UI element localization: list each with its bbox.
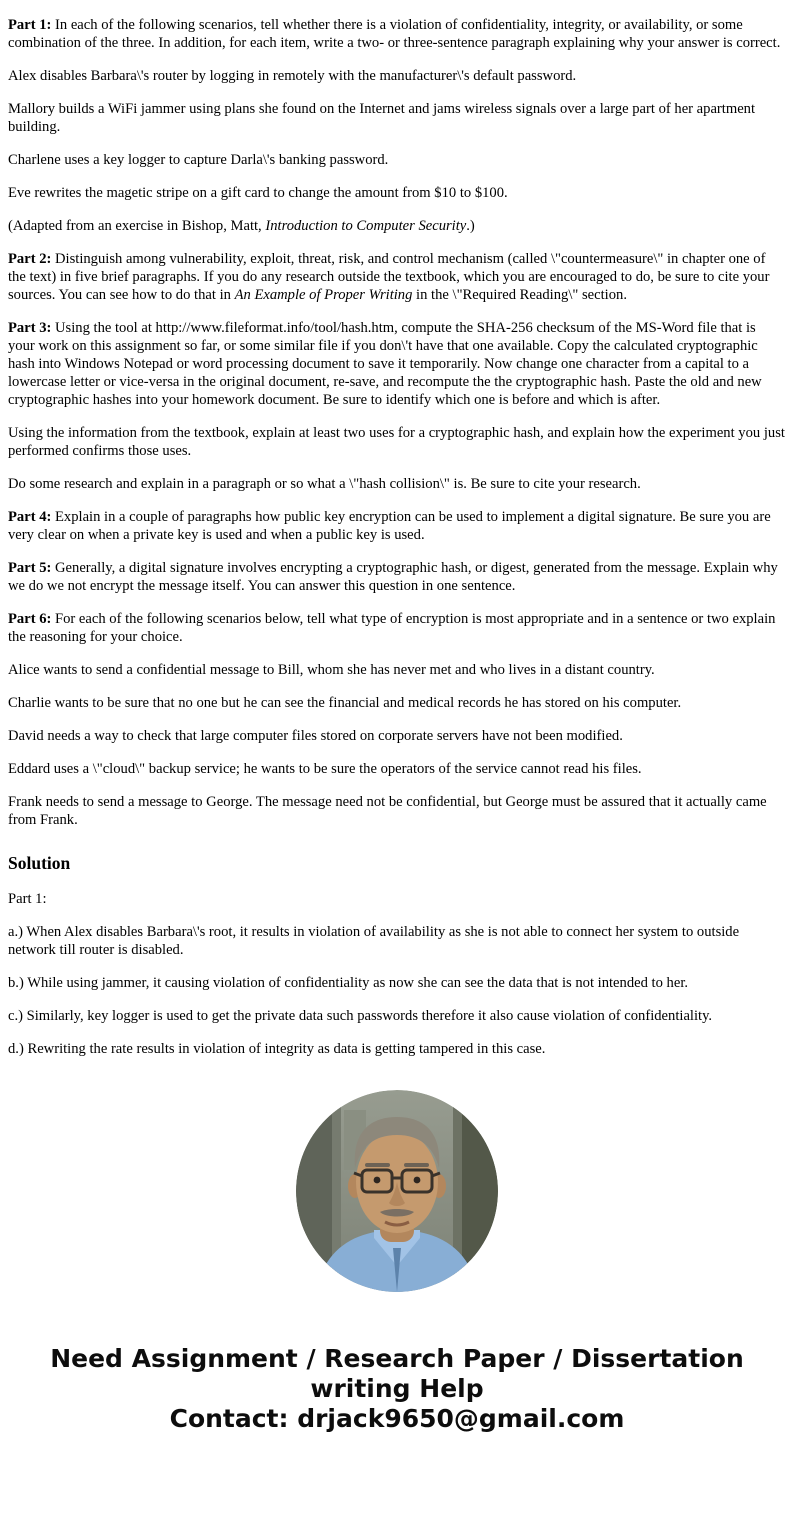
citation-post: .) xyxy=(466,218,475,234)
part2-prompt xyxy=(8,250,786,304)
part2-label: Part 2: xyxy=(8,251,52,267)
scenario-eddard: Eddard uses a \"cloud\" backup service; he wants to be sure the operators of the service cannot read his files. xyxy=(8,761,642,777)
scenario-alice: Alice wants to send a confidential message to Bill, whom she has never met and who lives in a distant country. xyxy=(8,662,655,678)
part5-prompt xyxy=(8,559,786,595)
footer-contact-email: Contact: drjack9650@gmail.com xyxy=(169,1404,625,1433)
solution-answer-d: d.) Rewriting the rate results in violation of integrity as data is getting tampered in this case. xyxy=(8,1041,546,1057)
citation-book-title: Introduction to Computer Security xyxy=(265,218,467,234)
footer-line-1: Need Assignment / Research Paper / Dissertation xyxy=(50,1344,744,1373)
solution-heading: Solution xyxy=(8,853,71,873)
part4-label: Part 4: xyxy=(8,509,52,525)
part5-label: Part 5: xyxy=(8,560,52,576)
citation-note xyxy=(8,217,786,235)
part3-prompt xyxy=(8,319,786,409)
footer-line-2: writing Help xyxy=(310,1374,484,1403)
citation-pre: (Adapted from an exercise in Bishop, Matt, xyxy=(8,218,266,234)
part1-label: Part 1: xyxy=(8,17,52,33)
part1-prompt xyxy=(8,16,786,52)
part3-followup-collision: Do some research and explain in a paragraph or so what a \"hash collision\" is. Be sure to cite your research. xyxy=(8,476,641,492)
scenario-mallory: Mallory builds a WiFi jammer using plans she found on the Internet and jams wireless signals over a large part of her apartment building. xyxy=(8,101,756,135)
scenario-frank: Frank needs to send a message to George. The message need not be confidential, but George must be assured that it actually came from Frank. xyxy=(8,794,767,828)
portrait-photo-svg xyxy=(296,1090,498,1292)
footer-ad xyxy=(0,1344,794,1464)
part4-text: Explain in a couple of paragraphs how public key encryption can be used to implement a digital signature. Be sure you are very clear on when a private key is used and when a public key is used. xyxy=(8,509,771,543)
author-photo-section xyxy=(0,1090,794,1292)
scenario-eve: Eve rewrites the magetic stripe on a gift card to change the amount from $10 to $100. xyxy=(8,185,508,201)
author-photo xyxy=(296,1090,498,1292)
scenario-charlene: Charlene uses a key logger to capture Darla\'s banking password. xyxy=(8,152,389,168)
scenario-charlie: Charlie wants to be sure that no one but he can see the financial and medical records he has stored on his computer. xyxy=(8,695,682,711)
part3-label: Part 3: xyxy=(8,320,52,336)
part5-text: Generally, a digital signature involves encrypting a cryptographic hash, or digest, generated from the message. Explain why we do we not encrypt the message itself. You can answer this question in one sentence. xyxy=(8,560,778,594)
solution-answer-a: a.) When Alex disables Barbara\'s root, it results in violation of availability as she is not able to connect her system to outside network till router is disabled. xyxy=(8,924,740,958)
part4-prompt xyxy=(8,508,786,544)
part2-italic-title: An Example of Proper Writing xyxy=(234,287,413,303)
part6-prompt xyxy=(8,610,786,646)
part6-text: For each of the following scenarios below, tell what type of encryption is most appropriate and in a sentence or two explain the reasoning for your choice. xyxy=(8,611,776,645)
solution-answer-b: b.) While using jammer, it causing violation of confidentiality as now she can see the data that is not intended to her. xyxy=(8,975,689,991)
part2-text-b: in the \"Required Reading\" section. xyxy=(412,287,627,303)
part3-followup-uses: Using the information from the textbook, explain at least two uses for a cryptographic hash, and explain how the experiment you just performed confirms those uses. xyxy=(8,425,785,459)
solution-answer-c: c.) Similarly, key logger is used to get the private data such passwords therefore it also cause violation of confidentiality. xyxy=(8,1008,713,1024)
part6-label: Part 6: xyxy=(8,611,52,627)
part3-text: Using the tool at http://www.fileformat.info/tool/hash.htm, compute the SHA-256 checksum of the MS-Word file that is your work on this assignment so far, or some similar file if you don\'t have that one available. Copy the calculated cryptographic hash into Windows Notepad or word processing document to save it temporarily. Now change one character from a capital to a lowercase letter or vice-versa in the original document, re-save, and recompute the the cryptographic hash. Paste the old and new cryptographic hashes into your homework document. Be sure to identify which one is before and which is after. xyxy=(8,320,762,408)
part2-text-a: Distinguish among vulnerability, exploit, threat, risk, and control mechanism (called \"countermeasure\" in chapter one of the text) in five brief paragraphs. If you do any research outside the textbook, which you are encouraged to do, be sure to cite your sources. You can see how to do that in xyxy=(8,251,770,303)
scenario-david: David needs a way to check that large computer files stored on corporate servers have not been modified. xyxy=(8,728,623,744)
scenario-alex: Alex disables Barbara\'s router by logging in remotely with the manufacturer\'s default password. xyxy=(8,68,577,84)
solution-part1-label: Part 1: xyxy=(8,891,47,907)
part1-text: In each of the following scenarios, tell whether there is a violation of confidentiality, integrity, or availability, or some combination of the three. In addition, for each item, write a two- or three-sentence paragraph explaining why your answer is correct. xyxy=(8,17,781,51)
